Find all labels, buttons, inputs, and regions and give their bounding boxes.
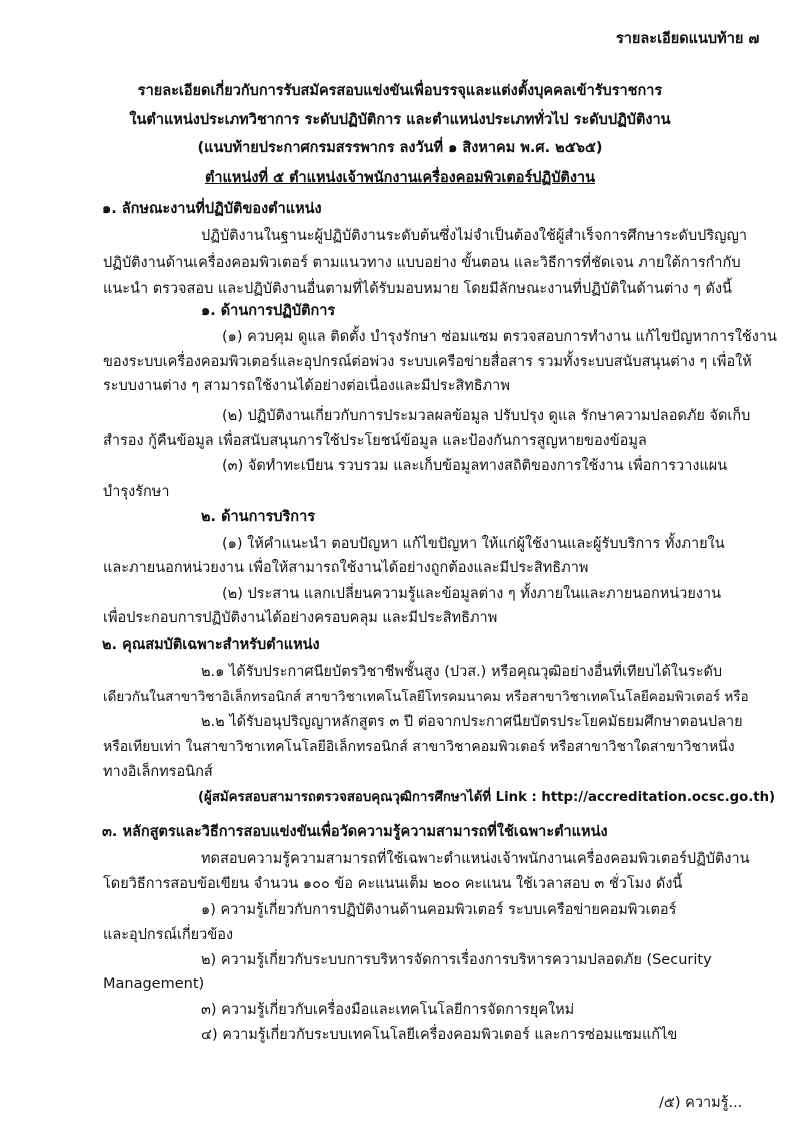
accreditation-note: (ผู้สมัครสอบสามารถตรวจสอบคุณวุฒิการศึกษาได้ที่ Link : http://accreditation.ocsc.go.th) (198, 790, 776, 805)
service-item-2-line-1: (๒) ประสาน แลกเปลี่ยนความรู้และข้อมูลต่าง ๆ ทั้งภายในและภายนอกหน่วยงาน (222, 586, 721, 602)
operations-item-2-line-2: สำรอง กู้คืนข้อมูล เพื่อสนับสนุนการใช้ประโยชน์ข้อมูล และป้องกันการสูญหายของข้อมูล (103, 433, 647, 449)
section1-intro-line-1: ปฏิบัติงานในฐานะผู้ปฏิบัติงานระดับต้นซึ่งไม่จำเป็นต้องใช้ผู้สำเร็จการศึกษาระดับปริญญา (201, 228, 748, 244)
qualification-item-2-line-2: หรือเทียบเท่า ในสาขาวิชาเทคโนโลยีอิเล็กทรอนิกส์ สาขาวิชาคอมพิวเตอร์ หรือสาขาวิชาใดสาขาวิชาหนึ่ง (103, 739, 735, 755)
position-title: ตำแหน่งที่ ๕ ตำแหน่งเจ้าพนักงานเครื่องคอมพิวเตอร์ปฏิบัติงาน (205, 170, 595, 186)
qualification-item-2-line-1: ๒.๒ ได้รับอนุปริญญาหลักสูตร ๓ ปี ต่อจากประกาศนียบัตรประโยคมัธยมศึกษาตอนปลาย (201, 714, 743, 730)
section1-heading: ๑. ลักษณะงานที่ปฏิบัติของตำแหน่ง (102, 201, 322, 217)
title-line-3: (แนบท้ายประกาศกรมสรรพากร ลงวันที่ ๑ สิงหาคม พ.ศ. ๒๕๖๕) (197, 140, 603, 156)
annex-label: รายละเอียดแนบท้าย ๗ (616, 31, 760, 47)
exam-topic-2-line-2: Management) (103, 976, 205, 992)
operations-item-1-line-3: ระบบงานต่าง ๆ สามารถใช้งานได้อย่างต่อเนื่องและมีประสิทธิภาพ (103, 378, 510, 394)
service-item-1-line-1: (๑) ให้คำแนะนำ ตอบปัญหา แก้ไขปัญหา ให้แก่ผู้ใช้งานและผู้รับบริการ ทั้งภายใน (222, 536, 725, 552)
title-line-1: รายละเอียดเกี่ยวกับการรับสมัครสอบแข่งขันเพื่อบรรจุและแต่งตั้งบุคคลเข้ารับราชการ (137, 83, 663, 99)
operations-item-2-line-1: (๒) ปฏิบัติงานเกี่ยวกับการประมวลผลข้อมูล ปรับปรุง ดูแล รักษาความปลอดภัย จัดเก็บ (222, 408, 751, 424)
exam-topic-1-line-2: และอุปกรณ์เกี่ยวข้อง (103, 927, 234, 943)
qualification-item-1-line-1: ๒.๑ ได้รับประกาศนียบัตรวิชาชีพชั้นสูง (ปวส.) หรือคุณวุฒิอย่างอื่นที่เทียบได้ในระดับ (201, 664, 723, 680)
exam-topic-2-line-1: ๒) ความรู้เกี่ยวกับระบบการบริหารจัดการเรื่องการบริหารความปลอดภัย (Security (201, 952, 712, 968)
exam-topic-3: ๓) ความรู้เกี่ยวกับเครื่องมือและเทคโนโลยีการจัดการยุคใหม่ (201, 1002, 575, 1018)
continued-marker: /๕) ความรู้... (659, 1095, 743, 1111)
section2-heading: ๒. คุณสมบัติเฉพาะสำหรับตำแหน่ง (102, 637, 320, 653)
qualification-item-2-line-3: ทางอิเล็กทรอนิกส์ (103, 764, 213, 780)
service-item-1-line-2: และภายนอกหน่วยงาน เพื่อให้สามารถใช้งานได้อย่างถูกต้องและมีประสิทธิภาพ (103, 560, 589, 576)
exam-intro-line-2: โดยวิธีการสอบข้อเขียน จำนวน ๑๐๐ ข้อ คะแนนเต็ม ๒๐๐ คะแนน ใช้เวลาสอบ ๓ ชั่วโมง ดังนี้ (103, 876, 683, 892)
exam-intro-line-1: ทดสอบความรู้ความสามารถที่ใช้เฉพาะตำแหน่งเจ้าพนักงานเครื่องคอมพิวเตอร์ปฏิบัติงาน (201, 851, 750, 867)
operations-item-3-line-2: บำรุงรักษา (103, 484, 170, 500)
exam-topic-1-line-1: ๑) ความรู้เกี่ยวกับการปฏิบัติงานด้านคอมพิวเตอร์ ระบบเครือข่ายคอมพิวเตอร์ (201, 902, 677, 918)
exam-topic-4: ๔) ความรู้เกี่ยวกับระบบเทคโนโลยีเครื่องคอมพิวเตอร์ และการซ่อมแซมแก้ไข (201, 1027, 678, 1043)
qualification-item-1-line-2: เดียวกันในสาขาวิชาอิเล็กทรอนิกส์ สาขาวิชาเทคโนโลยีโทรคมนาคม หรือสาขาวิชาเทคโนโลยีคอมพิวเตอร์ หรือ (103, 689, 749, 705)
operations-item-3-line-1: (๓) จัดทำทะเบียน รวบรวม และเก็บข้อมูลทางสถิติของการใช้งาน เพื่อการวางแผน (222, 458, 728, 474)
subsection-service-heading: ๒. ด้านการบริการ (201, 509, 315, 525)
title-line-2: ในตำแหน่งประเภทวิชาการ ระดับปฏิบัติการ และตำแหน่งประเภททั่วไป ระดับปฏิบัติงาน (129, 112, 671, 128)
section3-heading: ๓. หลักสูตรและวิธีการสอบแข่งขันเพื่อวัดความรู้ความสามารถที่ใช้เฉพาะตำแหน่ง (102, 824, 608, 840)
section1-intro-line-2: ปฏิบัติงานด้านเครื่องคอมพิวเตอร์ ตามแนวทาง แบบอย่าง ขั้นตอน และวิธีการที่ชัดเจน ภายใต้การกำกับ (103, 255, 741, 271)
operations-item-1-line-1: (๑) ควบคุม ดูแล ติดตั้ง บำรุงรักษา ซ่อมแซม ตรวจสอบการทำงาน แก้ไขปัญหาการใช้งาน (222, 329, 777, 345)
service-item-2-line-2: เพื่อประกอบการปฏิบัติงานได้อย่างครอบคลุม และมีประสิทธิภาพ (103, 610, 498, 626)
subsection-operations-heading: ๑. ด้านการปฏิบัติการ (201, 303, 336, 319)
operations-item-1-line-2: ของระบบเครื่องคอมพิวเตอร์และอุปกรณ์ต่อพ่วง ระบบเครือข่ายสื่อสาร รวมทั้งระบบสนับสนุนต่าง ๆ เพื่อให้ (103, 354, 752, 370)
section1-intro-line-3: แนะนำ ตรวจสอบ และปฏิบัติงานอื่นตามที่ได้รับมอบหมาย โดยมีลักษณะงานที่ปฏิบัติในด้านต่าง ๆ ดังนี้ (103, 281, 732, 297)
